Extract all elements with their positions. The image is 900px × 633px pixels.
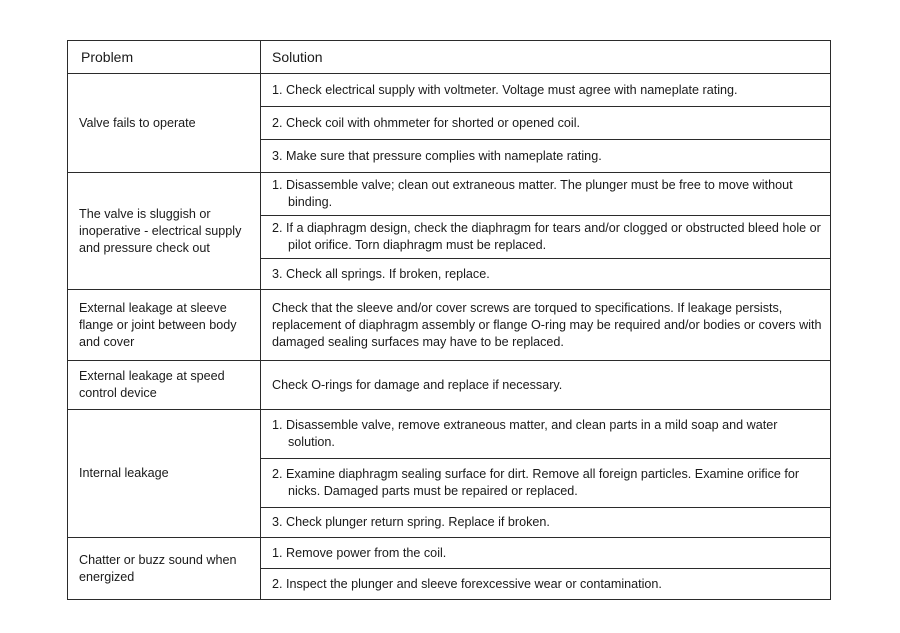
solution-text: 3. Check all springs. If broken, replace. (272, 266, 490, 281)
solution-cell (261, 508, 831, 538)
solution-text: Check that the sleeve and/or cover screws are torqued to specifications. If leakage persists, replacement of diaphragm assembly or flange O-ring may be required and/or bodies or covers with damaged sealing surfaces may have to be replaced. (272, 300, 822, 349)
solution-text: 2. If a diaphragm design, check the diaphragm for tears and/or clogged or obstructed bleed hole or pilot orifice. Torn diaphragm must be replaced. (272, 221, 821, 252)
solution-cell (261, 290, 831, 361)
problem-cell: External leakage at sleeve flange or joint between body and cover (68, 290, 261, 361)
solution-cell (261, 361, 831, 410)
problem-cell: Internal leakage (68, 410, 261, 538)
header-row (68, 41, 831, 74)
problem-cell: The valve is sluggish or inoperative - electrical supply and pressure check out (68, 173, 261, 290)
table-row (68, 361, 831, 410)
problem-cell: Chatter or buzz sound when energized (68, 538, 261, 600)
solution-text: 1. Disassemble valve, remove extraneous matter, and clean parts in a mild soap and water solution. (272, 418, 778, 449)
solution-cell (261, 569, 831, 600)
solution-text: 3. Check plunger return spring. Replace if broken. (272, 515, 550, 529)
solution-text: 1. Disassemble valve; clean out extraneous matter. The plunger must be free to move without binding. (272, 178, 793, 209)
solution-cell (261, 74, 831, 107)
problem-cell: External leakage at speed control device (68, 361, 261, 410)
solution-text: Check O-rings for damage and replace if necessary. (272, 377, 563, 392)
solution-text: 1. Check electrical supply with voltmeter. Voltage must agree with nameplate rating. (272, 82, 738, 97)
solution-cell (261, 107, 831, 140)
solution-cell (261, 459, 831, 508)
solution-cell (261, 538, 831, 569)
solution-text: 3. Make sure that pressure complies with nameplate rating. (272, 148, 602, 163)
header-problem: Problem (68, 41, 261, 74)
table-row (68, 74, 831, 107)
solution-text: 2. Check coil with ohmmeter for shorted or opened coil. (272, 115, 580, 130)
problem-cell: Valve fails to operate (68, 74, 261, 173)
troubleshooting-table (67, 40, 831, 600)
solution-text: 2. Examine diaphragm sealing surface for dirt. Remove all foreign particles. Examine orifice for nicks. Damaged parts must be repaired or replaced. (272, 467, 800, 498)
solution-cell (261, 173, 831, 216)
solution-text: 1. Remove power from the coil. (272, 545, 447, 560)
table-row (68, 290, 831, 361)
table-row (68, 538, 831, 569)
table-row (68, 173, 831, 216)
solution-cell (261, 216, 831, 259)
table-row (68, 410, 831, 459)
troubleshooting-table-container (67, 40, 830, 600)
solution-cell (261, 410, 831, 459)
solution-cell (261, 140, 831, 173)
solution-text: 2. Inspect the plunger and sleeve forexcessive wear or contamination. (272, 576, 662, 591)
header-solution: Solution (261, 41, 831, 74)
solution-cell (261, 259, 831, 290)
